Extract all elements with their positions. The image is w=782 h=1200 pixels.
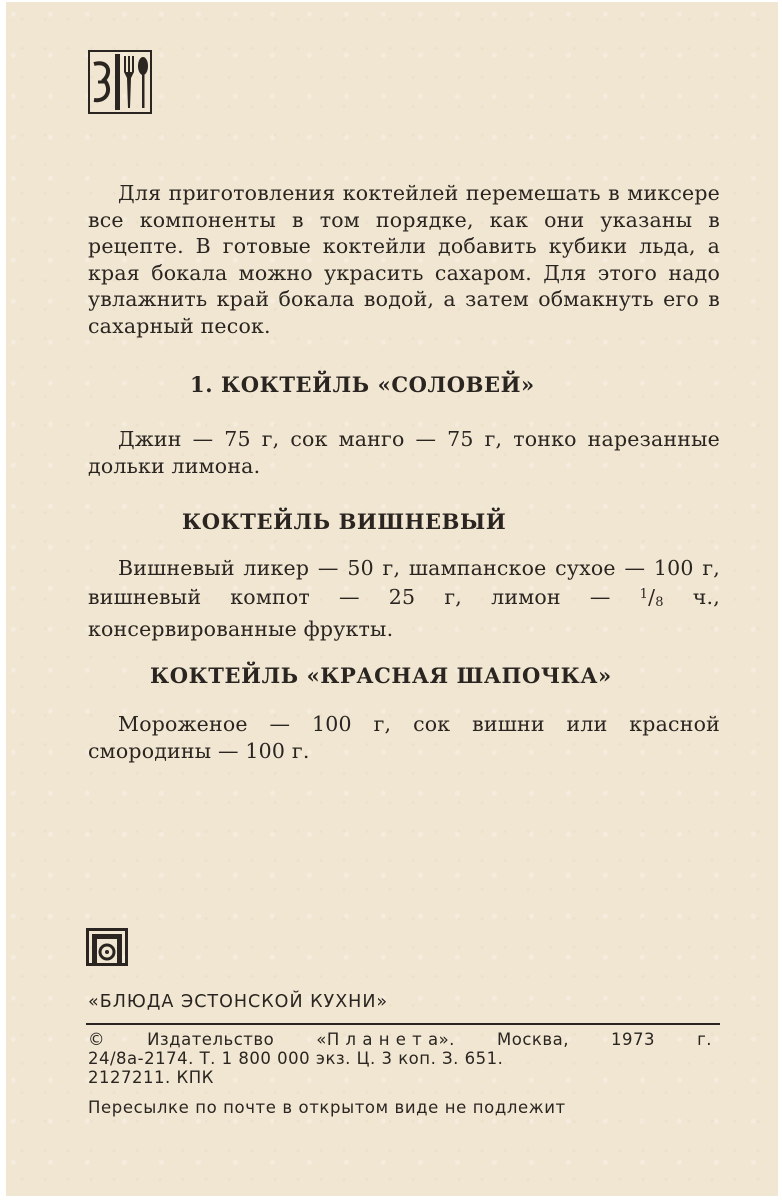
divider bbox=[86, 1023, 720, 1025]
intro-paragraph: Для приготовления коктейлей перемешать в миксере все компоненты в том порядке, как они указаны в рецепте. В готовые коктейли добавить кубики льда, а края бокала можно украсить сахаром. Для этого надо увлажнить край бокала водой, а затем обмакнуть его в сахарный песок. bbox=[88, 181, 720, 338]
imprint-line-1 bbox=[88, 1030, 712, 1049]
recipe-text-vishnevyi bbox=[88, 555, 720, 643]
imprint-line-2: 24/8а-2174. Т. 1 800 000 экз. Ц. 3 коп. З. 651. bbox=[88, 1049, 504, 1068]
series-title: «БЛЮДА ЭСТОНСКОЙ КУХНИ» bbox=[88, 992, 389, 1012]
imprint-year: 1973 bbox=[611, 1030, 656, 1049]
recipe-text-solovei: Джин — 75 г, сок манго — 75 г, тонко нарезанные дольки лимона. bbox=[88, 427, 720, 478]
recipe-title-vishnevyi: КОКТЕЙЛЬ ВИШНЕВЫЙ bbox=[182, 509, 507, 534]
publisher-logo-icon bbox=[86, 928, 128, 966]
fraction-numerator: 1 bbox=[639, 586, 649, 602]
recipe-card bbox=[6, 2, 778, 1196]
recipe-title-solovei: 1. КОКТЕЙЛЬ «СОЛОВЕЙ» bbox=[190, 372, 535, 397]
imprint-block bbox=[88, 1030, 712, 1087]
imprint-year-suffix: г. bbox=[697, 1030, 712, 1049]
imprint-publisher-name: «П л а н е т а». bbox=[316, 1030, 455, 1049]
imprint-line-3: 2127211. КПК bbox=[88, 1068, 214, 1087]
imprint-city: Москва, bbox=[497, 1030, 569, 1049]
imprint-publisher-label: Издательство bbox=[147, 1030, 275, 1049]
fraction-slash: / bbox=[648, 584, 656, 609]
copyright-icon: © bbox=[88, 1030, 105, 1049]
recipe-text-vishnevyi-part2: ч., консервированные фрукты. bbox=[88, 584, 720, 641]
recipe-text-vishnevyi-part1: Вишневый ликер — 50 г, шампанское сухое — 100 г, вишневый компот — 25 г, лимон — bbox=[88, 556, 720, 609]
recipe-title-krasnaya-shapochka: КОКТЕЙЛЬ «КРАСНАЯ ШАПОЧКА» bbox=[150, 663, 612, 688]
cutlery-logo-icon bbox=[88, 50, 152, 114]
postal-notice: Пересылке по почте в открытом виде не подлежит bbox=[88, 1098, 566, 1117]
fraction-denominator: 8 bbox=[655, 594, 664, 610]
recipe-text-krasnaya-shapochka: Мороженое — 100 г, сок вишни или красной смородины — 100 г. bbox=[88, 712, 720, 763]
